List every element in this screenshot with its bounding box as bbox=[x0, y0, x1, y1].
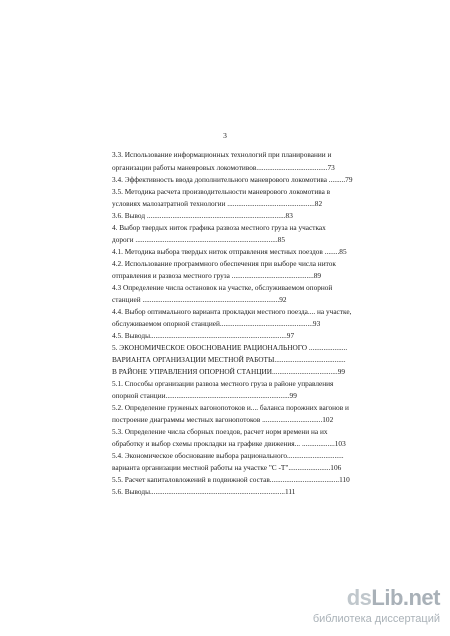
toc-line: опорной станции....................................................................99 bbox=[112, 391, 297, 400]
toc-line: 3.5. Методика расчета производительности маневрового локомотива в bbox=[112, 187, 331, 196]
toc-line: организации работы маневровых локомотивов.......................................73 bbox=[112, 163, 335, 172]
watermark-subtitle: библиотека диссертаций bbox=[312, 613, 440, 625]
toc-line: ВАРИАНТА ОРГАНИЗАЦИИ МЕСТНОЙ РАБОТЫ....................................... bbox=[112, 355, 346, 364]
watermark-logo bbox=[347, 585, 440, 611]
toc-line: 3.4. Эффективность ввода дополнительного маневрового локомотива .........79 bbox=[112, 175, 353, 184]
toc-line: условиях малозатратной технологии ................................................82 bbox=[112, 199, 323, 208]
toc-line: обработку и выбор схемы прокладки на графике движения... ..................103 bbox=[112, 439, 346, 448]
toc-line: станцией ...........................................................................92 bbox=[112, 295, 287, 304]
toc-line: 5.6. Выводы..........................................................................111 bbox=[112, 487, 296, 496]
toc-line: отправления и развоза местного груза .............................................89 bbox=[112, 271, 322, 280]
toc-line: 5.5. Расчет капиталовложений в подвижной состав......................................110 bbox=[112, 475, 350, 484]
toc-line: 4. Выбор твердых ниток графика развоза местного груза на участках bbox=[112, 223, 326, 232]
watermark-logo-ds: ds bbox=[346, 585, 372, 610]
toc-line: 4.1. Методика выбора твердых ниток отправления местных поездов ........85 bbox=[112, 247, 347, 256]
toc-line: 4.5. Выводы...........................................................................97 bbox=[112, 331, 295, 340]
toc-line: 3.3. Использование информационных технологий при планировании и bbox=[112, 150, 332, 159]
toc-line: 4.2. Использование программного обеспечения при выборе числа ниток bbox=[112, 259, 336, 268]
table-of-contents bbox=[112, 149, 358, 498]
toc-line: В РАЙОНЕ УПРАВЛЕНИЯ ОПОРНОЙ СТАНЦИИ....................................99 bbox=[112, 367, 346, 376]
toc-line: 5.2. Определение груженых вагонопотоков и.... баланса порожних вагонов и bbox=[112, 403, 349, 412]
toc-line: варианта организации местной работы на участке "С -Т".......................106 bbox=[112, 463, 342, 472]
page-number: 3 bbox=[223, 131, 227, 140]
toc-line: 5. ЭКОНОМИЧЕСКОЕ ОБОСНОВАНИЕ РАЦИОНАЛЬНОГО ..................... bbox=[112, 343, 348, 352]
toc-line: построение диаграммы местных вагонопотоков .................................102 bbox=[112, 415, 334, 424]
watermark-logo-rest: Lib.net bbox=[371, 585, 440, 610]
toc-line: дороги ..............................................................................85 bbox=[112, 235, 285, 244]
toc-line: 3.6. Вывод ............................................................................83 bbox=[112, 211, 293, 220]
toc-line: 5.3. Определение числа сборных поездов, расчет норм времени на их bbox=[112, 427, 328, 436]
toc-line: 4.4. Выбор оптимального варианта прокладки местного поезда.... на участке, bbox=[112, 307, 352, 316]
toc-line: 4.3 Определение числа остановок на участке, обслуживаемом опорной bbox=[112, 283, 333, 292]
toc-line: 5.4. Экономическое обоснование выбора рационального............................... bbox=[112, 451, 344, 460]
toc-line: обслуживаемом опорной станцией...................................................93 bbox=[112, 319, 321, 328]
toc-line: 5.1. Способы организации развоза местного груза в районе управления bbox=[112, 379, 334, 388]
watermark bbox=[312, 585, 440, 630]
